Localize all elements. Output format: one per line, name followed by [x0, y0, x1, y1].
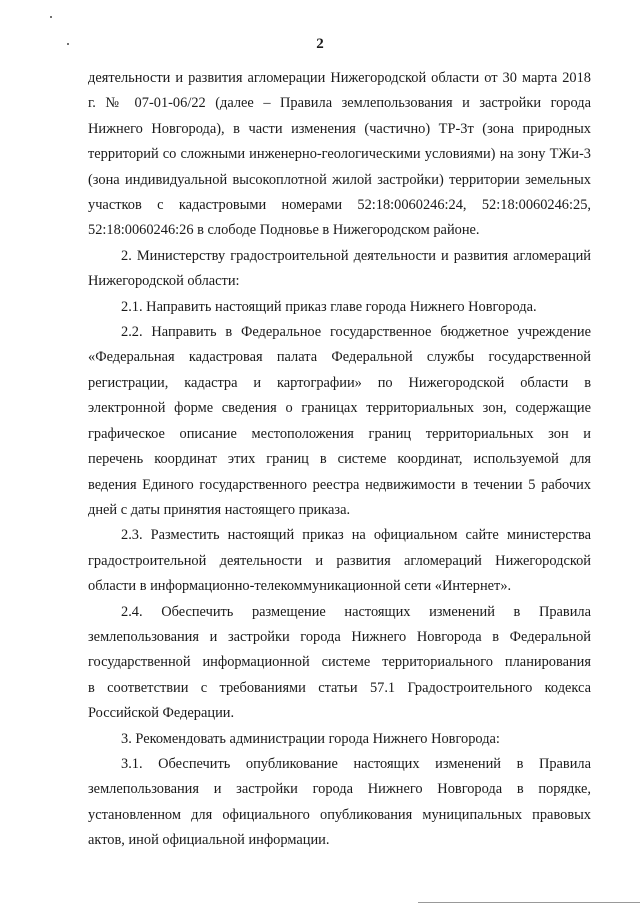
paragraph-item-2-2	[88, 320, 591, 523]
text-line: области в информационно-телекоммуникационной сети «Интернет».	[88, 578, 512, 595]
text-line: Российской Федерации.	[88, 705, 235, 722]
text-line: землепользования и застройки города Нижнего Новгорода в Федеральной	[88, 628, 591, 645]
text-line: (зона индивидуальной высокоплотной жилой застройки) территории земельных	[88, 171, 591, 188]
text-line: 52:18:0060246:26 в слободе Подновье в Нижегородском районе.	[88, 222, 480, 239]
paragraph-item-2	[88, 244, 591, 295]
text-line: 2.4. Обеспечить размещение настоящих изменений в Правила	[121, 603, 591, 620]
text-line: 3.1. Обеспечить опубликование настоящих изменений в Правила	[121, 755, 591, 772]
text-line: регистрации, кадастра и картографии» по Нижегородской области в	[88, 374, 591, 391]
text-line: государственной информационной системе территориального планирования	[88, 654, 591, 671]
text-line: графическое описание местоположения границ территориальных зон и	[88, 425, 591, 442]
text-line: в соответствии с требованиями статьи 57.1 Градостроительного кодекса	[88, 679, 591, 696]
text-line: 3. Рекомендовать администрации города Нижнего Новгорода:	[121, 730, 500, 747]
text-line: деятельности и развития агломерации Нижегородской области от 30 марта 2018	[88, 70, 591, 86]
text-line: установленном для официального опубликования муниципальных правовых	[88, 806, 591, 823]
paragraph-continuation	[88, 66, 591, 244]
paragraph-item-3	[88, 727, 591, 752]
text-line: г. № 07-01-06/22 (далее – Правила землепользования и застройки города	[88, 95, 591, 112]
text-line: градостроительной деятельности и развития агломераций Нижегородской	[88, 552, 591, 569]
text-line: участков с кадастровыми номерами 52:18:0060246:24, 52:18:0060246:25,	[88, 197, 591, 214]
page-number: 2	[316, 36, 324, 52]
text-line: 2.1. Направить настоящий приказ главе города Нижнего Новгорода.	[121, 298, 537, 315]
text-line: перечень координат этих границ в системе координат, используемой для	[88, 451, 591, 468]
text-line: Нижнего Новгорода), в части изменения (частично) ТР-3т (зона природных	[88, 120, 591, 137]
text-line: электронной форме сведения о границах территориальных зон, содержащие	[88, 400, 591, 417]
text-line: ведения Единого государственного реестра недвижимости в течении 5 рабочих	[88, 476, 591, 493]
paragraph-item-3-1	[88, 752, 591, 854]
text-line: землепользования и застройки города Нижнего Новгорода в порядке,	[88, 781, 591, 798]
paragraph-item-2-4	[88, 600, 591, 727]
paragraph-item-2-3	[88, 523, 591, 599]
scan-edge-line	[418, 902, 640, 903]
paragraph-item-2-1	[88, 295, 591, 320]
text-line: Нижегородской области:	[88, 273, 240, 290]
scan-speck	[50, 16, 52, 18]
text-line: 2.3. Разместить настоящий приказ на официальном сайте министерства	[121, 527, 591, 544]
text-line: актов, иной официальной информации.	[88, 832, 330, 849]
text-line: дней с даты принятия настоящего приказа.	[88, 501, 351, 518]
text-line: «Федеральная кадастровая палата Федеральной службы государственной	[88, 349, 591, 366]
text-line: территорий со сложными инженерно-геологическими условиями) на зону ТЖи-3	[88, 146, 591, 163]
text-line: 2. Министерству градостроительной деятельности и развития агломераций	[121, 247, 591, 264]
document-body	[88, 66, 591, 854]
text-line: 2.2. Направить в Федеральное государственное бюджетное учреждение	[121, 324, 591, 341]
